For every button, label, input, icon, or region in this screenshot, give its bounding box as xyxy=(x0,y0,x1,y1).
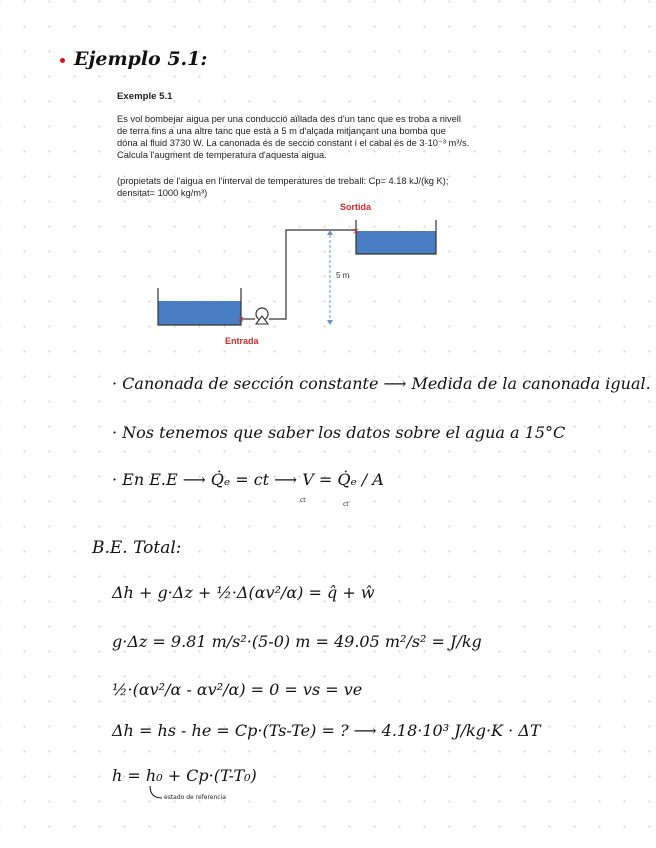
arrow-down-icon xyxy=(327,320,333,325)
exercise-title: Exemple 5.1 xyxy=(117,91,173,102)
inlet-label: Entrada xyxy=(225,336,259,346)
inlet-marker-icon: × xyxy=(237,315,245,325)
section-title: B.E. Total: xyxy=(92,538,182,558)
upper-tank-water xyxy=(356,231,436,254)
lower-tank-water xyxy=(158,301,241,325)
equation-3: ½·(αv²/α - αv²/α) = 0 = vs = ve xyxy=(112,680,363,699)
ct-note: ct xyxy=(300,497,306,504)
equation-1: Δh + g·Δz + ½·Δ(αv²/α) = q̂ + ŵ xyxy=(112,583,375,602)
note-bullet-1: · Canonada de sección constante ⟶ Medida de la canonada igual. xyxy=(112,374,651,393)
paragraph-line: Calcula l'augment de temperatura d'aquesta aigua. xyxy=(117,150,327,160)
equation-4: Δh = hs - he = Cp·(Ts-Te) = ? ⟶ 4.18·10³ J/kg·K · ΔT xyxy=(112,721,541,740)
arrow-up-icon xyxy=(327,230,333,235)
handwritten-heading: Ejemplo 5.1: xyxy=(74,48,208,70)
note-bullet-3: · En E.E ⟶ Q̇ₑ = ct ⟶ V = Q̇ₑ / A xyxy=(112,470,384,489)
paragraph-line: dóna al fluid 3730 W. La canonada és de secció constant i el cabal és de 3·10⁻³ m³/s. xyxy=(117,138,470,148)
footnote-hook-icon xyxy=(146,784,166,804)
footnote-note: estado de referencia xyxy=(164,794,226,801)
note-bullet-2: · Nos tenemos que saber los datos sobre el agua a 15°C xyxy=(112,423,566,442)
equation-2: g·Δz = 9.81 m/s²·(5-0) m = 49.05 m²/s² = J/kg xyxy=(112,632,482,651)
height-label: 5 m xyxy=(336,271,350,280)
bullet-dot xyxy=(60,58,65,63)
outlet-marker-icon: × xyxy=(352,227,360,237)
outlet-label: Sortida xyxy=(340,202,372,212)
exercise-paragraph xyxy=(117,113,503,161)
paragraph-line: Es vol bombejar aigua per una conducció aïllada des d'un tanc que es troba a nivell xyxy=(117,114,461,124)
tank-pump-diagram xyxy=(150,196,450,356)
properties-line: densitat= 1000 kg/m³) xyxy=(117,188,208,198)
equation-5: h = h₀ + Cp·(T-T₀) xyxy=(112,766,257,785)
paragraph-line: de terra fins a una altre tanc que està a 5 m d'alçada mitjançant una bomba que xyxy=(117,126,446,136)
properties-line: (propietats de l'aigua en l'interval de temperatures de treball: Cp= 4.18 kJ/(kg K); xyxy=(117,176,449,186)
ct-note: ct xyxy=(343,501,349,508)
